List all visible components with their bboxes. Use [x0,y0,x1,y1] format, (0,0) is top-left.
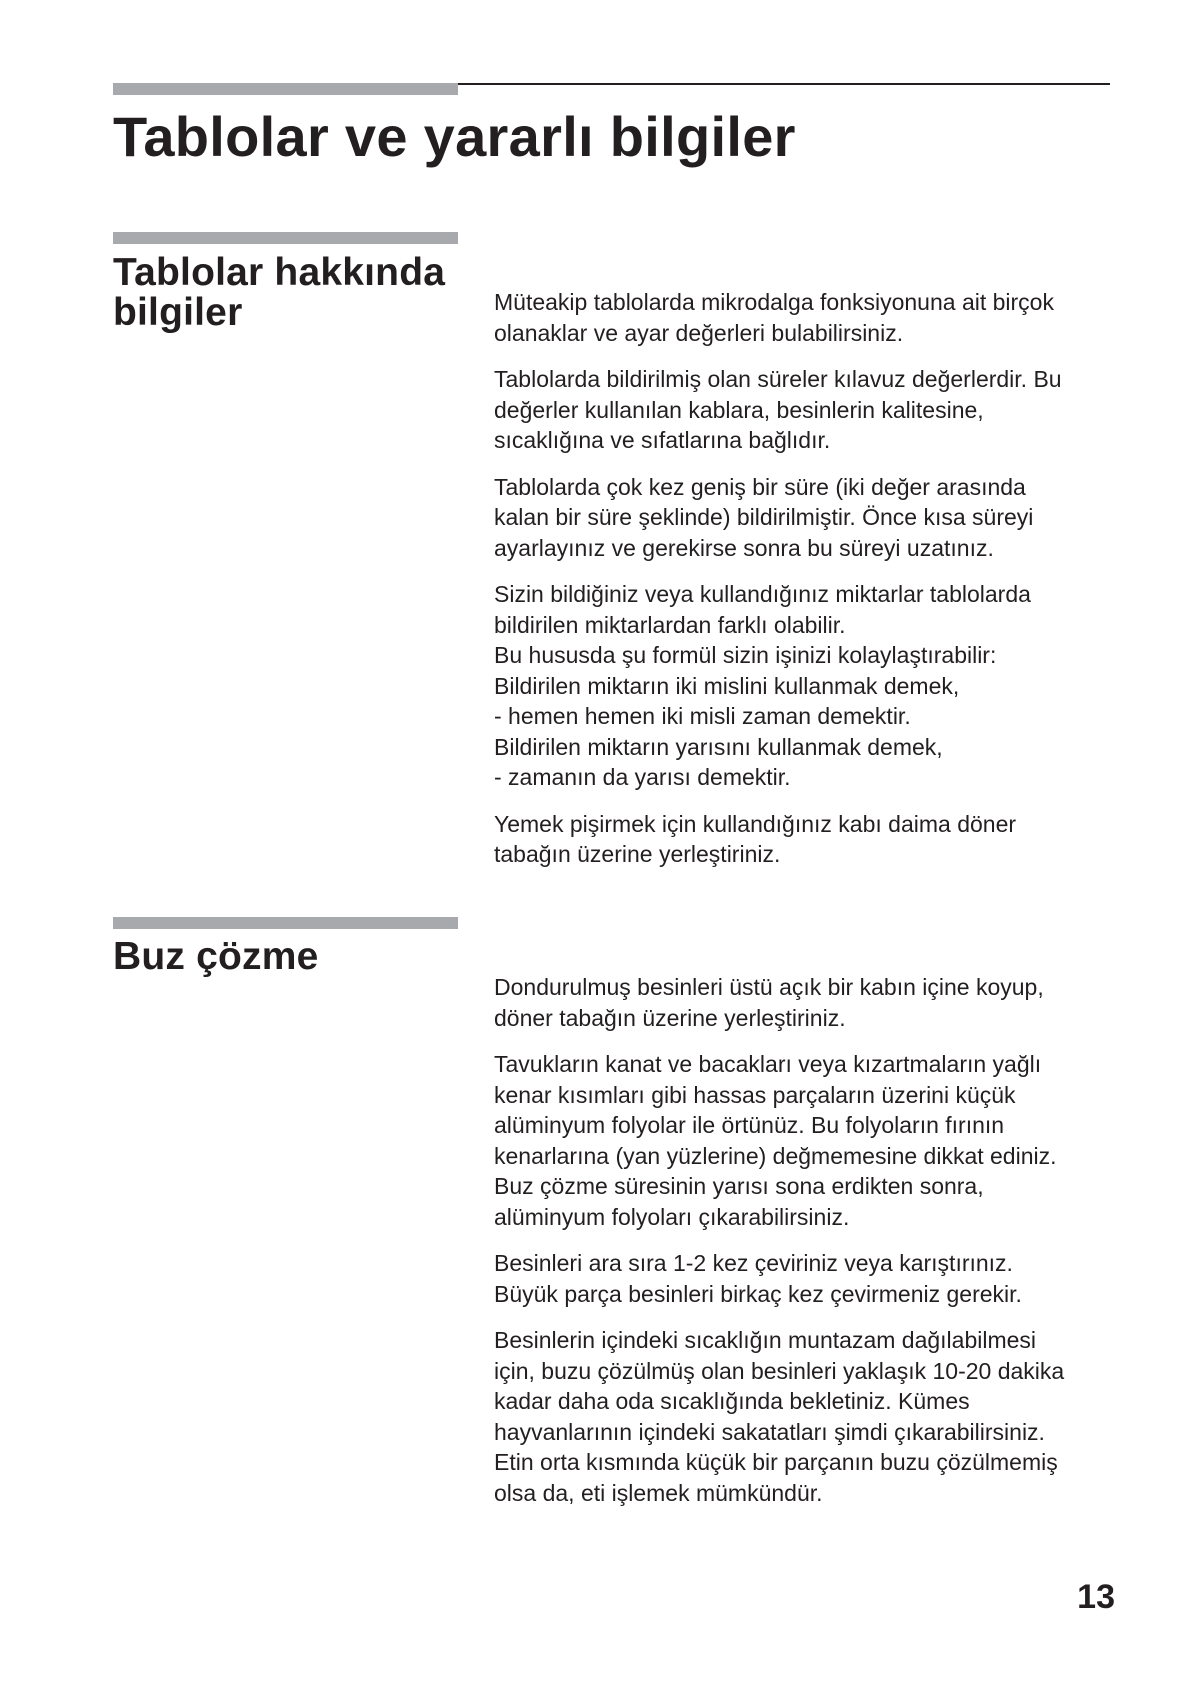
paragraph: Müteakip tablolarda mikrodalga fonksiyonuna ait birçok olanaklar ve ayar değerleri bulabilirsiniz. [494,289,1054,346]
section-body-tablolar [494,287,1119,886]
paragraph: Besinleri ara sıra 1-2 kez çeviriniz veya karıştırınız. Büyük parça besinleri birkaç kez çevirmeniz gerekir. [494,1250,1022,1307]
section-accent-bar [113,232,458,244]
paragraph: Sizin bildiğiniz veya kullandığınız miktarlar tablolarda bildirilen miktarlardan farklı olabilir. Bu hususda şu formül sizin işinizi kolaylaştırabilir: Bildirilen miktarın iki mislini kullanmak demek, - hemen hemen iki misli zaman demektir. Bildirilen miktarın yarısını kullanmak demek, - zamanın da yarısı demektir. [494,581,1031,790]
section-heading-tablolar: Tablolar hakkında bilgiler [113,251,446,334]
section-heading-buz-cozme: Buz çözme [113,935,319,978]
page-number: 13 [1077,1578,1115,1616]
paragraph: Besinlerin içindeki sıcaklığın muntazam dağılabilmesi için, buzu çözülmüş olan besinleri yaklaşık 10-20 dakika kadar daha oda sıcaklığında bekletiniz. Kümes hayvanlarının içindeki sakatatları şimdi çıkarabilirsiniz. Etin orta kısmında küçük bir parçanın buzu çözülmemiş olsa da, eti işlemek mümkündür. [494,1327,1065,1506]
title-accent-bar [113,83,458,95]
paragraph: Tablolarda bildirilmiş olan süreler kılavuz değerlerdir. Bu değerler kullanılan kablara, besinlerin kalitesine, sıcaklığına ve sıfatlarına bağlıdır. [494,366,1062,453]
paragraph: Dondurulmuş besinleri üstü açık bir kabın içine koyup, döner tabağın üzerine yerleştiriniz. [494,974,1044,1031]
section-body-buz-cozme [494,972,1119,1524]
paragraph: Tavukların kanat ve bacakları veya kızartmaların yağlı kenar kısımları gibi hassas parçaların üzerini küçük alüminyum folyolar ile örtünüz. Bu folyoların fırının kenarlarına (yan yüzlerine) değmemesine dikkat ediniz. Buz çözme süresinin yarısı sona erdikten sonra, alüminyum folyoları çıkarabilirsiniz. [494,1051,1057,1230]
section-accent-bar [113,917,458,929]
page-title: Tablolar ve yararlı bilgiler [113,105,796,168]
paragraph: Tablolarda çok kez geniş bir süre (iki değer arasında kalan bir süre şeklinde) bildirilmiştir. Önce kısa süreyi ayarlayınız ve gerekirse sonra bu süreyi uzatınız. [494,473,1034,561]
paragraph: Yemek pişirmek için kullandığınız kabı daima döner tabağın üzerine yerleştiriniz. [494,810,1017,867]
